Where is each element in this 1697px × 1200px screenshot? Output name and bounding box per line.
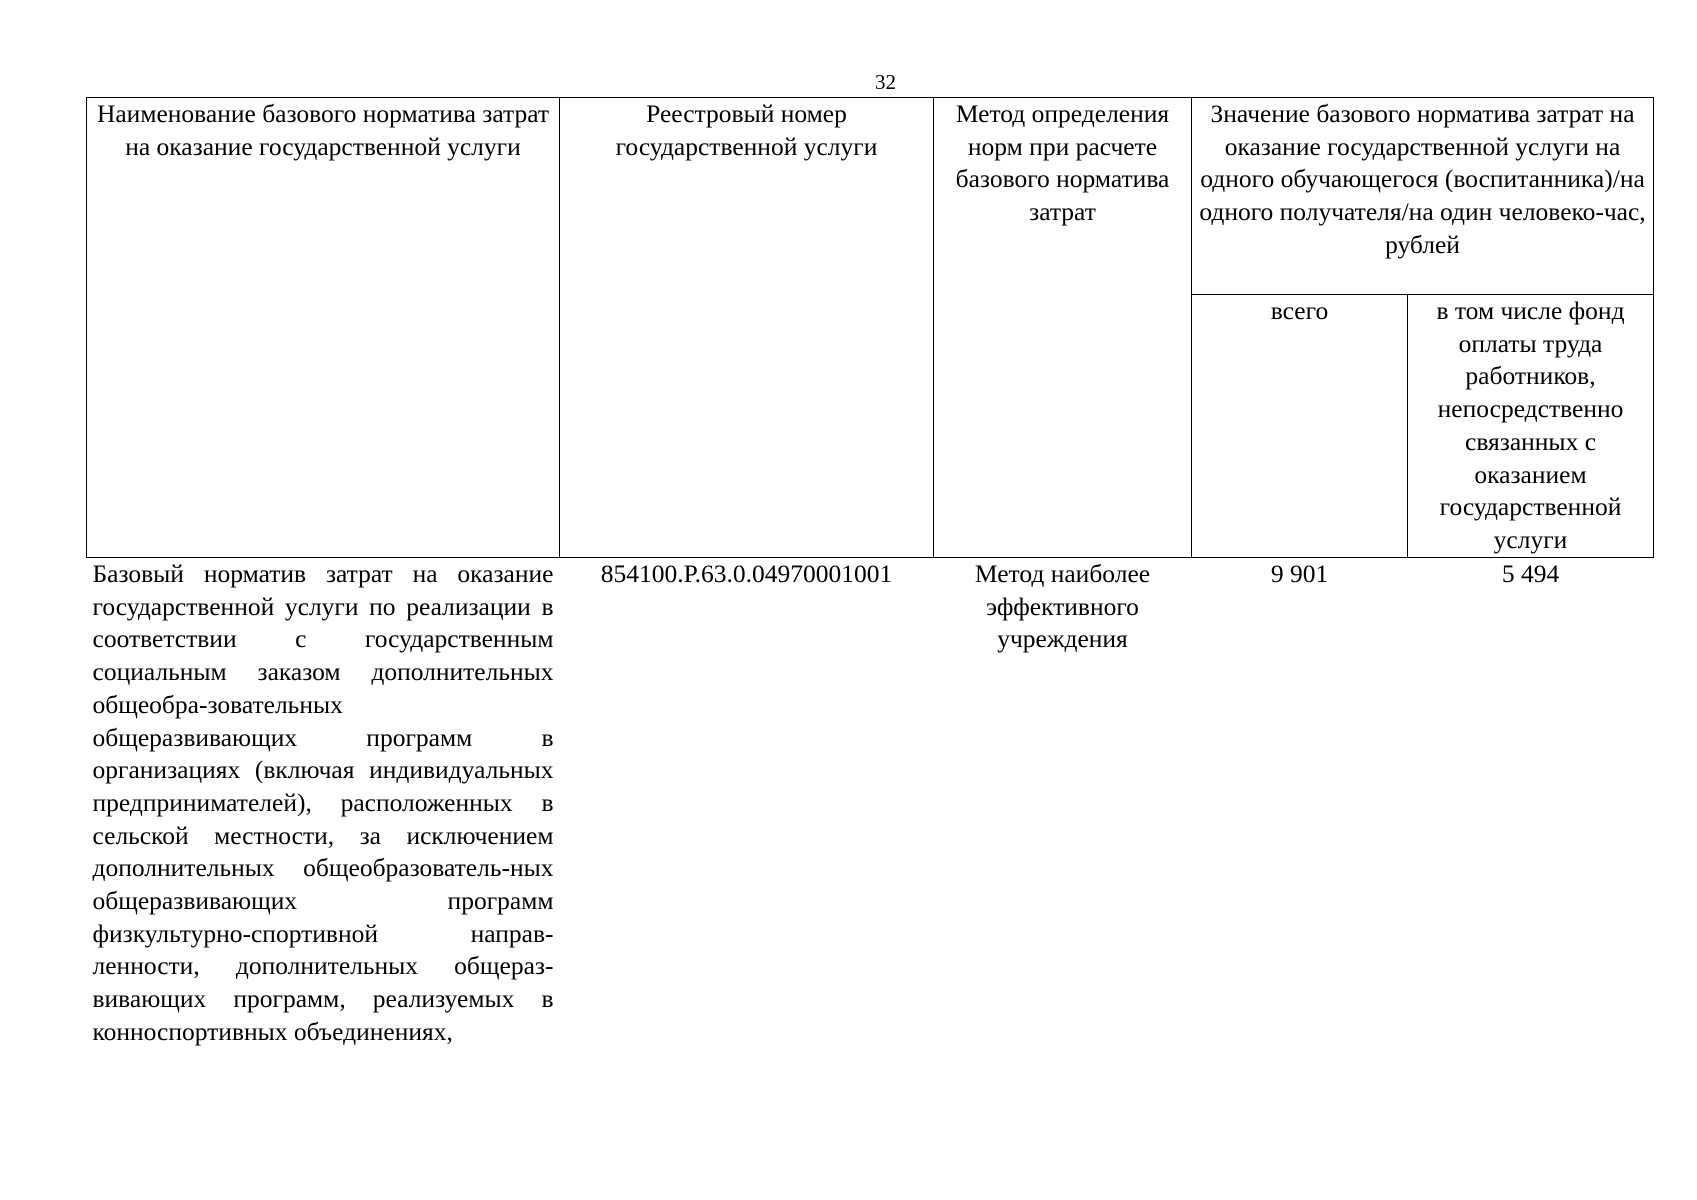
row-registry-number: 854100.Р.63.0.04970001001: [600, 559, 893, 588]
table-header: [87, 98, 1654, 558]
header-payroll: в том числе фонд оплаты труда работников, непосредственно связанных с оказанием государственной услуги: [1408, 295, 1654, 558]
header-name: Наименование базового норматива затрат на оказание государственной услуги: [87, 98, 560, 558]
row-payroll: 5 494: [1501, 559, 1560, 588]
header-registry-number: Реестровый номер государственной услуги: [560, 98, 934, 558]
header-row-top: [87, 98, 1654, 295]
row-method: Метод наиболее эффективного учреждения: [974, 559, 1151, 654]
header-method: Метод определения норм при расчете базового норматива затрат: [934, 98, 1192, 558]
normative-cost-table: [86, 97, 1654, 1049]
table-body: [87, 558, 1654, 1049]
header-value-group: Значение базового норматива затрат на оказание государственной услуги на одного обучающегося (воспитанника)/на одного получателя/на один человеко-час, рублей: [1192, 98, 1654, 295]
row-name: Базовый норматив затрат на оказание государственной услуги по реализации в соответствии с государственным социальным заказом дополнительных общеобра-зовательных общеразвивающих программ в организациях (включая индивидуальных предпринимателей), расположенных в сельской местности, за исключением дополнительных общеобразователь-ных общеразвивающих программ физкультурно-спортивной направ-ленности, дополнительных общераз-вивающих программ, реализуемых в конноспортивных объединениях,: [92, 559, 554, 1046]
page-number: 32: [875, 70, 896, 94]
header-total: всего: [1192, 295, 1408, 558]
row-total: 9 901: [1270, 559, 1329, 588]
table-row: [87, 558, 1654, 1049]
